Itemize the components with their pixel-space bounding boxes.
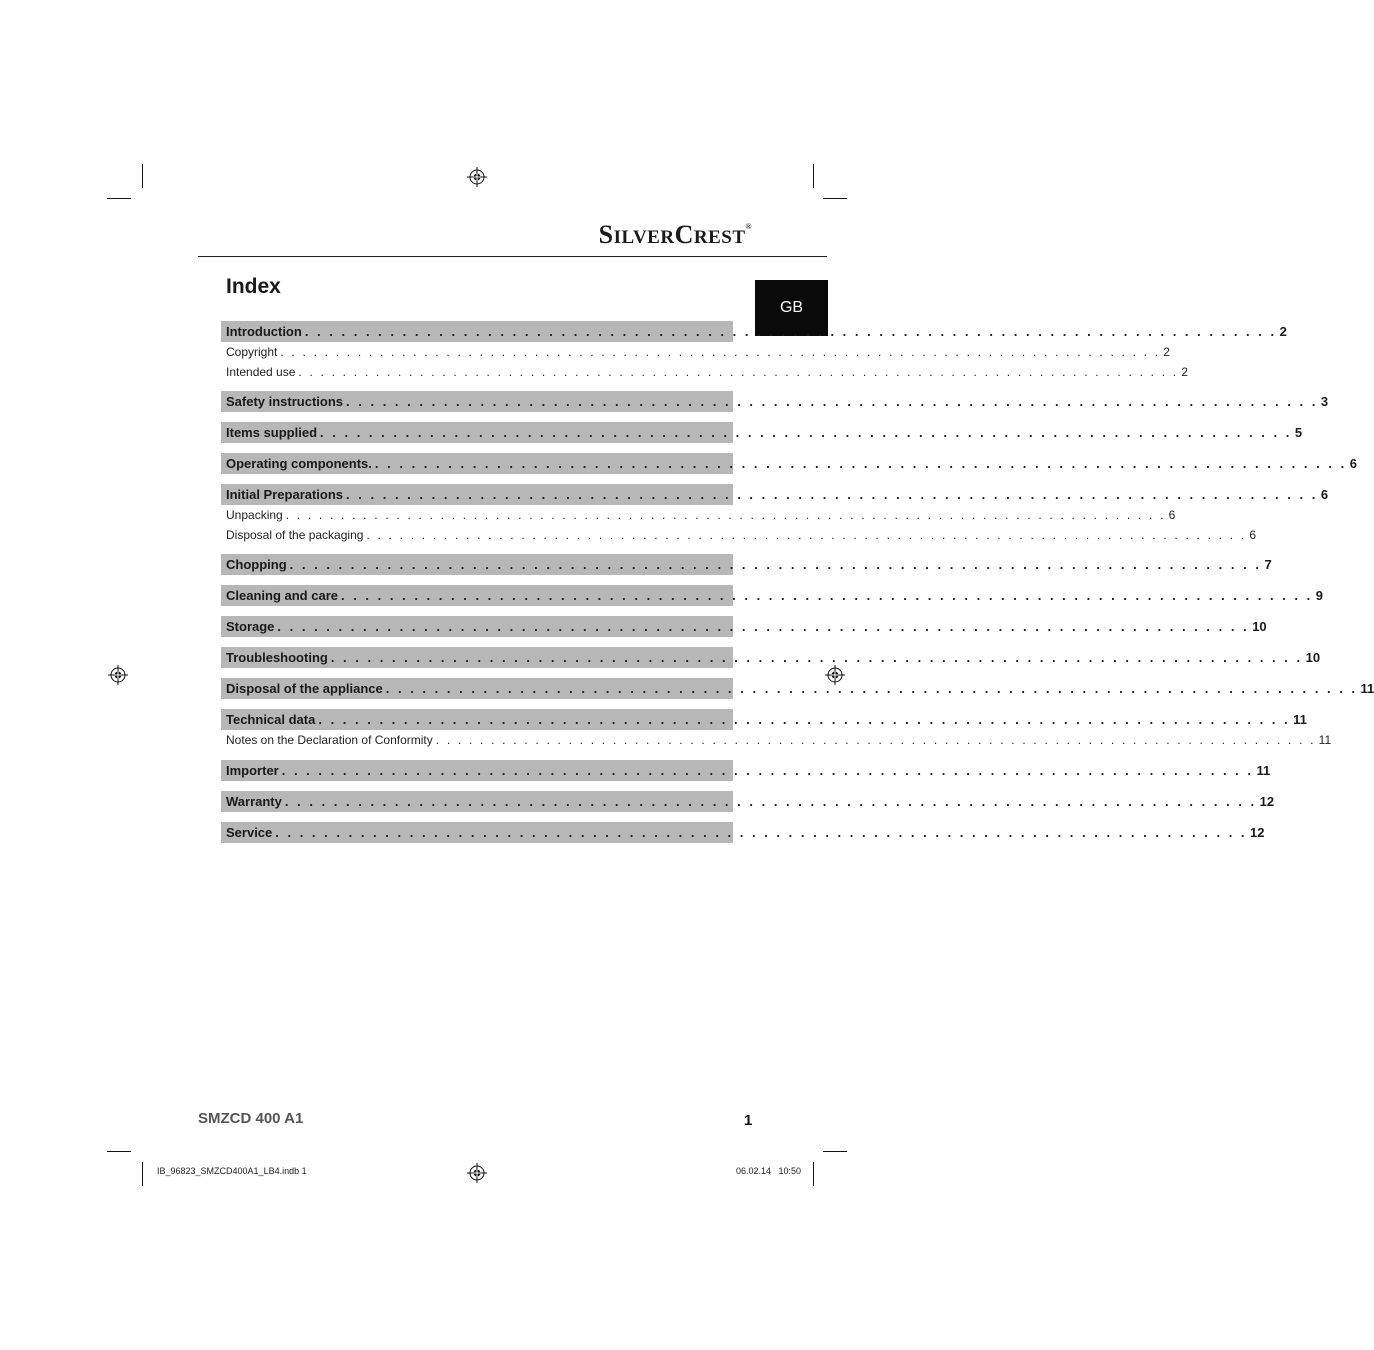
print-slug-datetime: 06.02.14 10:50 <box>736 1166 802 1176</box>
toc-entry-label: Copyright <box>226 345 278 359</box>
toc-entry[interactable] <box>221 391 1329 412</box>
toc-entry-page: 3 <box>1320 394 1329 409</box>
toc-leader-dots: . . . . . . . . . . . . . . . . . . . . . . . . . . . . . . . . . . . . . . . . . . . . . . . . . . . . . . . . . . . . . . . . . . . . . . . . . . . . . . . . <box>277 619 1250 634</box>
toc-entry-page: 10 <box>1252 619 1267 634</box>
crop-mark <box>107 1151 131 1152</box>
toc-entry-label: Importer <box>226 763 279 778</box>
toc-entry-page: 6 <box>1249 528 1257 542</box>
brand-logo <box>560 220 752 252</box>
toc-entry-label: Unpacking <box>226 508 283 522</box>
crop-mark <box>823 198 847 199</box>
crop-mark <box>813 1162 814 1186</box>
toc-entry-page: 5 <box>1294 425 1303 440</box>
toc-leader-dots: . . . . . . . . . . . . . . . . . . . . . . . . . . . . . . . . . . . . . . . . . . . . . . . . . . . . . . . . . . . . . . . . . . . . . . . . . . . . . . . . <box>304 324 1277 339</box>
toc-leader-dots: . . . . . . . . . . . . . . . . . . . . . . . . . . . . . . . . . . . . . . . . . . . . . . . . . . . . . . . . . . . . . . . . . . . . . . . . . . . . . . . . <box>340 588 1313 603</box>
crop-mark <box>142 1162 143 1186</box>
toc-entry-page: 6 <box>1349 456 1357 471</box>
toc-entry[interactable] <box>221 422 1303 443</box>
toc-entry-label: Troubleshooting <box>226 650 328 665</box>
toc-entry[interactable] <box>221 616 1267 637</box>
toc-leader-dots: . . . . . . . . . . . . . . . . . . . . . . . . . . . . . . . . . . . . . . . . . . . . . . . . . . . . . . . . . . . . . . . . . . . . . . . . . . . . . . . . <box>289 557 1262 572</box>
toc-entry-label: Warranty <box>226 794 282 809</box>
language-tab-label: GB <box>779 299 804 316</box>
toc-subentry[interactable] <box>221 731 1332 749</box>
toc-leader-dots: . . . . . . . . . . . . . . . . . . . . . . . . . . . . . . . . . . . . . . . . . . . . . . . . . . . . . . . . . . . . . . . . . . . . . . . . . . . . . . . . <box>330 650 1303 665</box>
toc-entry-label: Safety instructions <box>226 394 344 409</box>
toc-entry[interactable] <box>221 647 1321 668</box>
toc-entry-label: Introduction <box>226 324 302 339</box>
toc-entry-page: 11 <box>1293 712 1307 727</box>
toc-subentry[interactable] <box>221 506 1176 524</box>
toc-leader-dots: . . . . . . . . . . . . . . . . . . . . . . . . . . . . . . . . . . . . . . . . . . . . . . . . . . . . . . . . . . . . . . . . . . . . . . . . . . . . . . . . <box>366 528 1247 542</box>
toc-leader-dots: . . . . . . . . . . . . . . . . . . . . . . . . . . . . . . . . . . . . . . . . . . . . . . . . . . . . . . . . . . . . . . . . . . . . . . . . . . . . . . . . <box>346 394 1318 409</box>
toc-entry-page: 6 <box>1320 487 1329 502</box>
toc-leader-dots: . . . . . . . . . . . . . . . . . . . . . . . . . . . . . . . . . . . . . . . . . . . . . . . . . . . . . . . . . . . . . . . . . . . . . . . . . . . . . . . . <box>280 345 1161 359</box>
toc-entry-page: 2 <box>1181 365 1188 379</box>
toc-leader-dots: . . . . . . . . . . . . . . . . . . . . . . . . . . . . . . . . . . . . . . . . . . . . . . . . . . . . . . . . . . . . . . . . . . . . . . . . . . . . . . . . <box>318 712 1291 727</box>
toc-entry[interactable] <box>221 554 1272 575</box>
toc-entry[interactable] <box>221 760 1271 781</box>
logo-part: S <box>598 220 614 249</box>
toc-entry-label: Technical data <box>226 712 316 727</box>
crop-mark <box>823 1151 847 1152</box>
toc-subentry[interactable] <box>221 343 1170 361</box>
toc-entry-label: Cleaning and care <box>226 588 338 603</box>
toc-leader-dots: . . . . . . . . . . . . . . . . . . . . . . . . . . . . . . . . . . . . . . . . . . . . . . . . . . . . . . . . . . . . . . . . . . . . . . . . . . . . . . . . <box>298 365 1179 379</box>
toc-entry-page: 12 <box>1250 825 1265 840</box>
toc-entry-label: Disposal of the packaging <box>226 528 364 542</box>
toc-entry-page: 11 <box>1256 763 1271 778</box>
toc-entry-page: 9 <box>1315 588 1323 603</box>
toc-leader-dots: . . . . . . . . . . . . . . . . . . . . . . . . . . . . . . . . . . . . . . . . . . . . . . . . . . . . . . . . . . . . . . . . . . . . . . . . . . . . . . . . <box>385 681 1358 696</box>
toc-entry-page: 6 <box>1168 508 1176 522</box>
toc-entry-label: Operating components. <box>226 456 372 471</box>
crop-mark <box>813 164 814 188</box>
toc-subentry[interactable] <box>221 363 1188 381</box>
toc-entry-page: 12 <box>1259 794 1275 809</box>
logo-part: REST <box>693 227 746 248</box>
toc-entry-page: 7 <box>1264 557 1272 572</box>
toc-entry-page: 11 <box>1360 681 1374 696</box>
toc-leader-dots: . . . . . . . . . . . . . . . . . . . . . . . . . . . . . . . . . . . . . . . . . . . . . . . . . . . . . . . . . . . . . . . . . . . . . . . . . . . . . . . . <box>320 425 1292 440</box>
crop-mark <box>107 198 131 199</box>
toc-entry-label: Chopping <box>226 557 287 572</box>
toc-leader-dots: . . . . . . . . . . . . . . . . . . . . . . . . . . . . . . . . . . . . . . . . . . . . . . . . . . . . . . . . . . . . . . . . . . . . . . . . . . . . . . . . <box>281 763 1254 778</box>
toc-entry[interactable] <box>221 791 1275 812</box>
toc-entry-label: Initial Preparations <box>226 487 344 502</box>
toc-entry[interactable] <box>221 678 1374 699</box>
toc-entry[interactable] <box>221 484 1329 505</box>
logo-part: C <box>674 220 694 249</box>
toc-leader-dots: . . . . . . . . . . . . . . . . . . . . . . . . . . . . . . . . . . . . . . . . . . . . . . . . . . . . . . . . . . . . . . . . . . . . . . . . . . . . . . . . <box>374 456 1347 471</box>
toc-entry-label: Disposal of the appliance <box>226 681 383 696</box>
toc-entry-page: 2 <box>1163 345 1170 359</box>
toc-entry[interactable] <box>221 822 1265 843</box>
toc-leader-dots: . . . . . . . . . . . . . . . . . . . . . . . . . . . . . . . . . . . . . . . . . . . . . . . . . . . . . . . . . . . . . . . . . . . . . . . . . . . . . . . . <box>346 487 1318 502</box>
logo-part: ILVER <box>613 227 675 248</box>
toc-entry-label: Intended use <box>226 365 296 379</box>
registration-mark-icon <box>467 1163 487 1183</box>
print-slug-file: IB_96823_SMZCD400A1_LB4.indb 1 <box>157 1166 307 1176</box>
toc-entry[interactable] <box>221 585 1323 606</box>
registration-mark-icon <box>108 665 128 685</box>
toc-entry[interactable] <box>221 453 1357 474</box>
crop-mark <box>142 164 143 188</box>
toc-entry[interactable] <box>221 321 1287 342</box>
registration-mark-icon <box>467 167 487 187</box>
toc-entry-label: Storage <box>226 619 275 634</box>
toc-leader-dots: . . . . . . . . . . . . . . . . . . . . . . . . . . . . . . . . . . . . . . . . . . . . . . . . . . . . . . . . . . . . . . . . . . . . . . . . . . . . . . . . <box>275 825 1248 840</box>
toc-leader-dots: . . . . . . . . . . . . . . . . . . . . . . . . . . . . . . . . . . . . . . . . . . . . . . . . . . . . . . . . . . . . . . . . . . . . . . . . . . . . . . . . <box>435 733 1316 747</box>
toc-entry-page: 2 <box>1279 324 1287 339</box>
footer-page-number: 1 <box>744 1112 753 1129</box>
toc-entry-label: Items supplied <box>226 425 318 440</box>
toc-entry-page: 11 <box>1318 733 1332 747</box>
toc-entry-label: Service <box>226 825 273 840</box>
footer-model-number: SMZCD 400 A1 <box>198 1110 304 1127</box>
page-title: Index <box>226 275 281 298</box>
toc-entry-page: 10 <box>1305 650 1321 665</box>
toc-entry[interactable] <box>221 709 1307 730</box>
logo-part: ® <box>745 222 752 231</box>
toc-subentry[interactable] <box>221 526 1257 544</box>
header-rule <box>198 256 827 257</box>
toc-leader-dots: . . . . . . . . . . . . . . . . . . . . . . . . . . . . . . . . . . . . . . . . . . . . . . . . . . . . . . . . . . . . . . . . . . . . . . . . . . . . . . . . <box>284 794 1257 809</box>
toc-leader-dots: . . . . . . . . . . . . . . . . . . . . . . . . . . . . . . . . . . . . . . . . . . . . . . . . . . . . . . . . . . . . . . . . . . . . . . . . . . . . . . . . <box>285 508 1166 522</box>
toc-entry-label: Notes on the Declaration of Conformity <box>226 733 433 747</box>
